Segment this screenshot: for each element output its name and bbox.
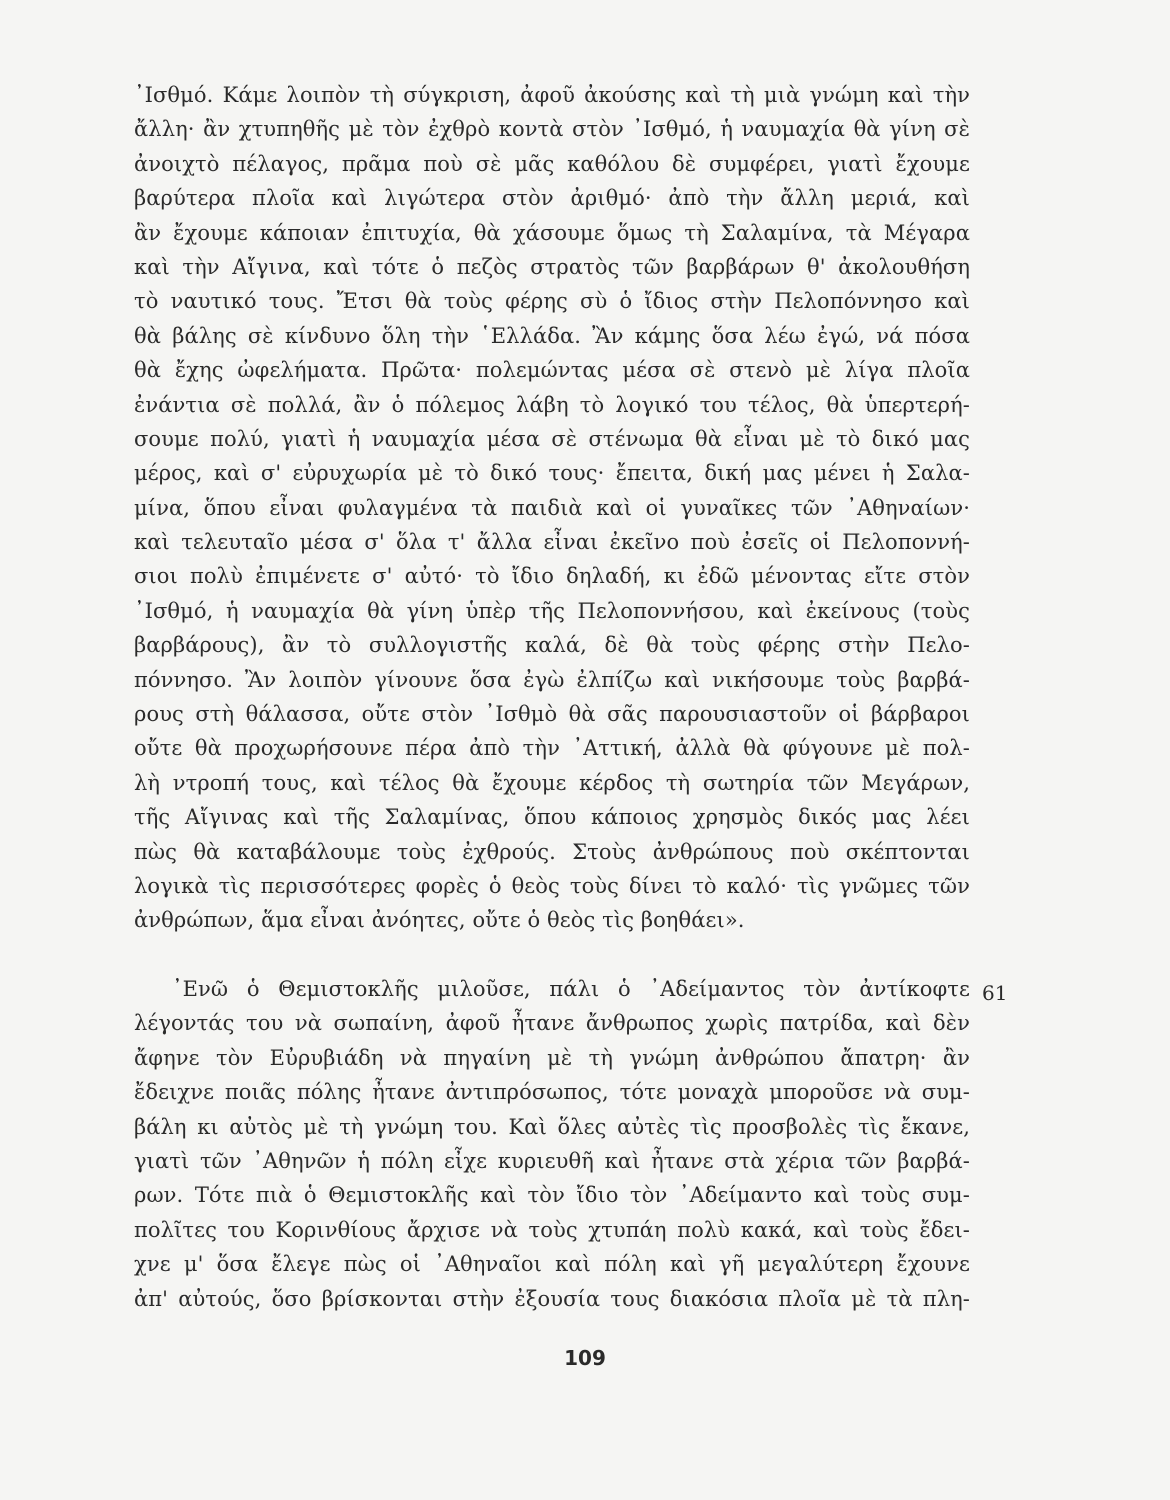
text-line: βάλη κι αὐτὸς μὲ τὴ γνώμη του. Καὶ ὅλες αὐτὲς τὶς προσβολὲς τὶς ἔκανε, xyxy=(134,1114,970,1139)
text-line: ἀπ' αὐτούς, ὅσο βρίσκονται στὴν ἐξουσία τους διακόσια πλοῖα μὲ τὰ πλη- xyxy=(134,1286,970,1311)
text-line: καὶ τελευταῖο μέσα σ' ὅλα τ' ἄλλα εἶναι ἐκεῖνο ποὺ ἐσεῖς οἱ Πελοποννή- xyxy=(134,530,970,555)
text-line: θὰ ἔχης ὠφελήματα. Πρῶτα· πολεμώντας μέσα σὲ στενὸ μὲ λίγα πλοῖα xyxy=(134,358,970,383)
text-line: μέρος, καὶ σ' εὐρυχωρία μὲ τὸ δικό τους· ἔπειτα, δική μας μένει ἡ Σαλα- xyxy=(134,461,970,486)
text-line: ρων. Τότε πιὰ ὁ Θεμιστοκλῆς καὶ τὸν ἴδιο τὸν ᾿Αδείμαντο καὶ τοὺς συμ- xyxy=(134,1183,970,1208)
text-line: ᾿Ισθμό. Κάμε λοιπὸν τὴ σύγκριση, ἀφοῦ ἀκούσης καὶ τὴ μιὰ γνώμη καὶ τὴν xyxy=(134,83,970,107)
margin-section-number: 61 xyxy=(982,981,1008,1005)
text-line: πὼς θὰ καταβάλουμε τοὺς ἐχθρούς. Στοὺς ἀνθρώπους ποὺ σκέπτονται xyxy=(134,839,970,864)
text-line: ἀνοιχτὸ πέλαγος, πρᾶμα ποὺ σὲ μᾶς καθόλου δὲ συμφέρει, γιατὶ ἔχουμε xyxy=(134,151,970,176)
text-line: λογικὰ τὶς περισσότερες φορὲς ὁ θεὸς τοὺς δίνει τὸ καλό· τὶς γνῶμες τῶν xyxy=(134,873,970,898)
text-line: ᾿Ενῶ ὁ Θεμιστοκλῆς μιλοῦσε, πάλι ὁ ᾿Αδείμαντος τὸν ἀντίκοφτε xyxy=(172,977,970,1001)
page-number: 109 xyxy=(564,1346,606,1370)
paragraph-1 xyxy=(134,78,970,938)
text-line: καὶ τὴν Αἴγινα, καὶ τότε ὁ πεζὸς στρατὸς τῶν βαρβάρων θ' ἀκολουθήση xyxy=(134,254,970,279)
text-line: βαρύτερα πλοῖα καὶ λιγώτερα στὸν ἀριθμό· ἀπὸ τὴν ἄλλη μεριά, καὶ xyxy=(134,186,970,211)
text-line: γιατὶ τῶν ᾿Αθηνῶν ἡ πόλη εἶχε κυριευθῆ καὶ ἦτανε στὰ χέρια τῶν βαρβά- xyxy=(134,1148,970,1173)
text-line: πόννησο. Ἂν λοιπὸν γίνουνε ὅσα ἐγὼ ἐλπίζω καὶ νικήσουμε τοὺς βαρβά- xyxy=(134,667,970,692)
text-line: σιοι πολὺ ἐπιμένετε σ' αὐτό· τὸ ἴδιο δηλαδή, κι ἐδῶ μένοντας εἴτε στὸν xyxy=(134,564,970,589)
text-line: μίνα, ὅπου εἶναι φυλαγμένα τὰ παιδιὰ καὶ οἱ γυναῖκες τῶν ᾿Αθηναίων· xyxy=(134,495,970,520)
paragraph-2 xyxy=(134,972,970,1316)
text-line: ρους στὴ θάλασσα, οὔτε στὸν ᾿Ισθμὸ θὰ σᾶς παρουσιαστοῦν οἱ βάρβαροι xyxy=(134,702,970,727)
text-line: ἔδειχνε ποιᾶς πόλης ἦτανε ἀντιπρόσωπος, τότε μοναχὰ μποροῦσε νὰ συμ- xyxy=(134,1080,970,1105)
text-line: πολῖτες του Κορινθίους ἄρχισε νὰ τοὺς χτυπάη πολὺ κακά, καὶ τοὺς ἔδει- xyxy=(134,1217,970,1242)
text-line: βαρβάρους), ἂν τὸ συλλογιστῆς καλά, δὲ θὰ τοὺς φέρης στὴν Πελο- xyxy=(134,633,970,658)
text-line: ἂν ἔχουμε κάποιαν ἐπιτυχία, θὰ χάσουμε ὅμως τὴ Σαλαμίνα, τὰ Μέγαρα xyxy=(134,220,970,245)
text-line: οὔτε θὰ προχωρήσουνε πέρα ἀπὸ τὴν ᾿Αττική, ἀλλὰ θὰ φύγουνε μὲ πολ- xyxy=(134,736,970,761)
text-line: τῆς Αἴγινας καὶ τῆς Σαλαμίνας, ὅπου κάποιος χρησμὸς δικός μας λέει xyxy=(134,805,970,830)
text-line: ἄλλη· ἂν χτυπηθῆς μὲ τὸν ἐχθρὸ κοντὰ στὸν ᾿Ισθμό, ἡ ναυμαχία θὰ γίνη σὲ xyxy=(134,117,970,142)
text-line: λέγοντάς του νὰ σωπαίνη, ἀφοῦ ἦτανε ἄνθρωπος χωρὶς πατρίδα, καὶ δὲν xyxy=(134,1011,970,1036)
text-line: ᾿Ισθμό, ἡ ναυμαχία θὰ γίνη ὑπὲρ τῆς Πελοποννήσου, καὶ ἐκείνους (τοὺς xyxy=(134,598,970,623)
text-line: χνε μ' ὅσα ἔλεγε πὼς οἱ ᾿Αθηναῖοι καὶ πόλη καὶ γῆ μεγαλύτερη ἔχουνε xyxy=(134,1252,970,1277)
text-line: λὴ ντροπή τους, καὶ τέλος θὰ ἔχουμε κέρδος τὴ σωτηρία τῶν Μεγάρων, xyxy=(134,770,970,795)
text-line: ἐνάντια σὲ πολλά, ἂν ὁ πόλεμος λάβη τὸ λογικό του τέλος, θὰ ὑπερτερή- xyxy=(134,392,970,417)
text-line: τὸ ναυτικό τους. Ἔτσι θὰ τοὺς φέρης σὺ ὁ ἴδιος στὴν Πελοπόννησο καὶ xyxy=(134,289,970,314)
text-line: ἀνθρώπων, ἅμα εἶναι ἀνόητες, οὔτε ὁ θεὸς τὶς βοηθάει». xyxy=(134,908,745,933)
text-line: θὰ βάλης σὲ κίνδυνο ὅλη τὴν ῾Ελλάδα. Ἂν κάμης ὅσα λέω ἐγώ, νά πόσα xyxy=(134,323,970,348)
text-line: σουμε πολύ, γιατὶ ἡ ναυμαχία μέσα σὲ στένωμα θὰ εἶναι μὲ τὸ δικό μας xyxy=(134,426,970,451)
text-line: ἄφηνε τὸν Εὐρυβιάδη νὰ πηγαίνη μὲ τὴ γνώμη ἀνθρώπου ἄπατρη· ἂν xyxy=(134,1045,970,1070)
